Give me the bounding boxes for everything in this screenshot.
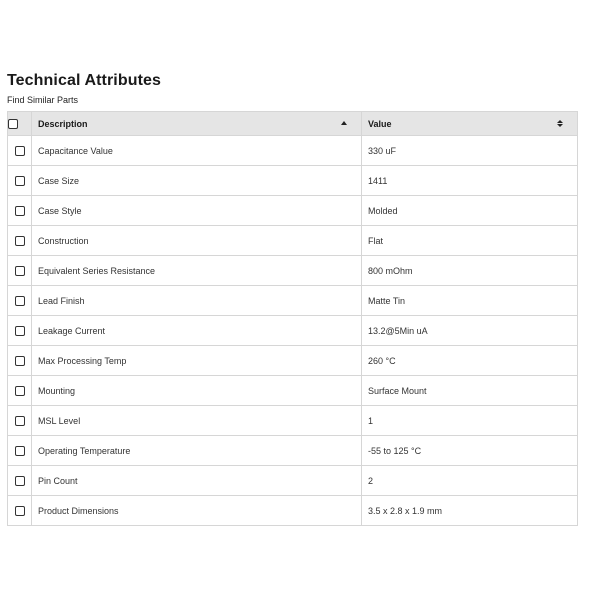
description-column-header[interactable] bbox=[32, 112, 362, 136]
table-row bbox=[8, 466, 578, 496]
value-cell: 3.5 x 2.8 x 1.9 mm bbox=[362, 496, 578, 526]
description-cell: Lead Finish bbox=[32, 286, 362, 316]
table-row bbox=[8, 196, 578, 226]
row-select-cell bbox=[8, 166, 32, 196]
value-cell: 2 bbox=[362, 466, 578, 496]
row-checkbox[interactable] bbox=[15, 386, 25, 396]
value-cell: Matte Tin bbox=[362, 286, 578, 316]
description-cell: Max Processing Temp bbox=[32, 346, 362, 376]
value-cell: 13.2@5Min uA bbox=[362, 316, 578, 346]
row-select-cell bbox=[8, 496, 32, 526]
row-checkbox[interactable] bbox=[15, 146, 25, 156]
table-row bbox=[8, 436, 578, 466]
row-select-cell bbox=[8, 196, 32, 226]
sort-icon[interactable] bbox=[557, 120, 563, 127]
value-cell: Flat bbox=[362, 226, 578, 256]
row-checkbox[interactable] bbox=[15, 416, 25, 426]
row-select-cell bbox=[8, 436, 32, 466]
description-cell: Mounting bbox=[32, 376, 362, 406]
value-cell: 1 bbox=[362, 406, 578, 436]
description-cell: Case Size bbox=[32, 166, 362, 196]
table-row bbox=[8, 346, 578, 376]
value-cell: Surface Mount bbox=[362, 376, 578, 406]
value-cell: 330 uF bbox=[362, 136, 578, 166]
row-checkbox[interactable] bbox=[15, 266, 25, 276]
table-row bbox=[8, 166, 578, 196]
value-cell: 800 mOhm bbox=[362, 256, 578, 286]
description-cell: MSL Level bbox=[32, 406, 362, 436]
table-row bbox=[8, 256, 578, 286]
row-select-cell bbox=[8, 376, 32, 406]
row-checkbox[interactable] bbox=[15, 236, 25, 246]
row-checkbox[interactable] bbox=[15, 326, 25, 336]
value-cell: -55 to 125 °C bbox=[362, 436, 578, 466]
description-cell: Equivalent Series Resistance bbox=[32, 256, 362, 286]
select-all-checkbox[interactable] bbox=[8, 119, 18, 129]
table-header-row bbox=[8, 112, 578, 136]
row-checkbox[interactable] bbox=[15, 206, 25, 216]
row-checkbox[interactable] bbox=[15, 296, 25, 306]
row-select-cell bbox=[8, 316, 32, 346]
description-cell: Pin Count bbox=[32, 466, 362, 496]
row-checkbox[interactable] bbox=[15, 506, 25, 516]
description-header-label: Description bbox=[38, 118, 88, 129]
row-checkbox[interactable] bbox=[15, 476, 25, 486]
find-similar-parts-link[interactable]: Find Similar Parts bbox=[7, 95, 79, 105]
description-cell: Construction bbox=[32, 226, 362, 256]
description-cell: Leakage Current bbox=[32, 316, 362, 346]
section-title: Technical Attributes bbox=[7, 72, 162, 89]
value-cell: 1411 bbox=[362, 166, 578, 196]
row-select-cell bbox=[8, 136, 32, 166]
header-select-cell bbox=[8, 112, 32, 136]
table-row bbox=[8, 316, 578, 346]
row-select-cell bbox=[8, 466, 32, 496]
value-header-label: Value bbox=[368, 118, 392, 129]
value-cell: Molded bbox=[362, 196, 578, 226]
sort-ascending-icon[interactable] bbox=[341, 121, 347, 125]
row-checkbox[interactable] bbox=[15, 176, 25, 186]
table-row bbox=[8, 286, 578, 316]
value-column-header[interactable] bbox=[362, 112, 578, 136]
table-row bbox=[8, 376, 578, 406]
table-body bbox=[8, 136, 578, 526]
row-select-cell bbox=[8, 346, 32, 376]
row-checkbox[interactable] bbox=[15, 446, 25, 456]
description-cell: Case Style bbox=[32, 196, 362, 226]
description-cell: Operating Temperature bbox=[32, 436, 362, 466]
table-row bbox=[8, 226, 578, 256]
table-row bbox=[8, 496, 578, 526]
row-checkbox[interactable] bbox=[15, 356, 25, 366]
row-select-cell bbox=[8, 256, 32, 286]
attributes-table bbox=[7, 111, 578, 526]
description-cell: Product Dimensions bbox=[32, 496, 362, 526]
row-select-cell bbox=[8, 226, 32, 256]
description-cell: Capacitance Value bbox=[32, 136, 362, 166]
row-select-cell bbox=[8, 406, 32, 436]
table-row bbox=[8, 406, 578, 436]
table-row bbox=[8, 136, 578, 166]
row-select-cell bbox=[8, 286, 32, 316]
value-cell: 260 °C bbox=[362, 346, 578, 376]
